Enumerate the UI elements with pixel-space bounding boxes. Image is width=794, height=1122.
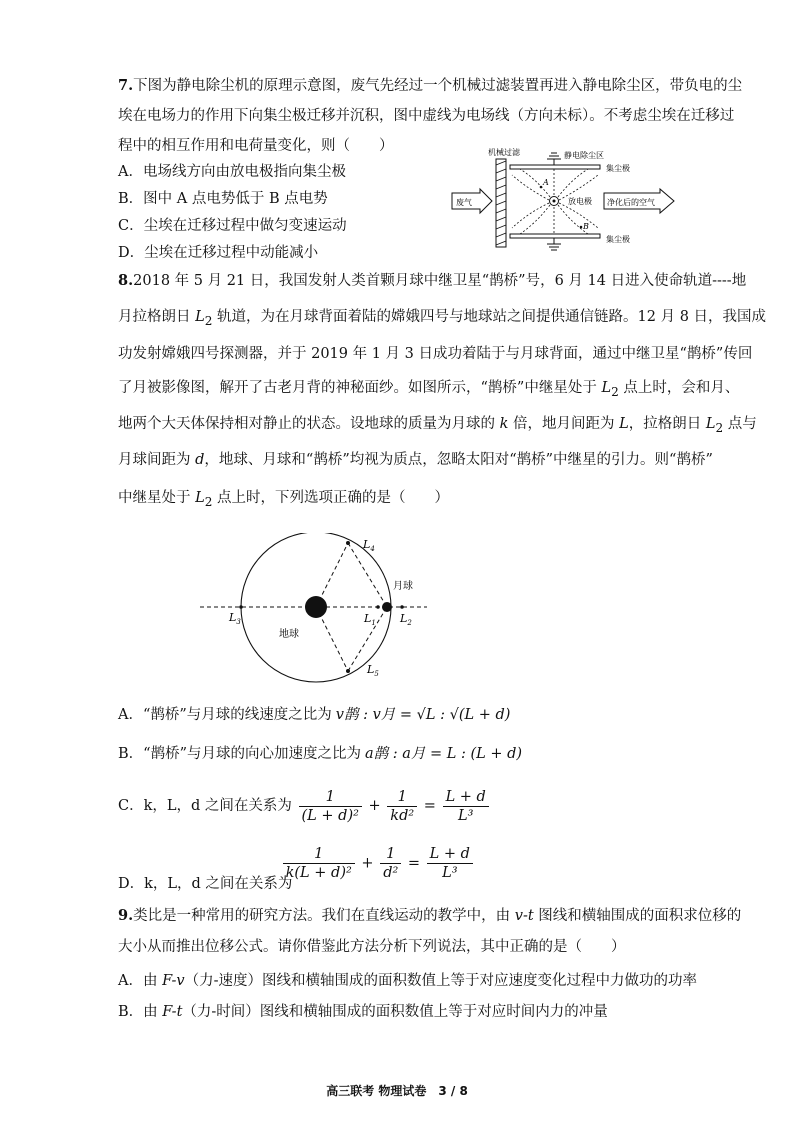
q8-option-b: B．“鹊桥”与月球的向心加速度之比为 a鹊 : a月 = L : (L + d): [118, 746, 523, 762]
zone-label: 静电除尘区: [564, 151, 604, 160]
q7-number: 7.: [118, 77, 134, 94]
label-L5: $L_5$: [367, 663, 379, 678]
q7-option-d: D．尘埃在迁移过程中动能减小: [118, 245, 319, 261]
q9-option-a: A．由 F-v（力-速度）图线和横轴围成的面积数值上等于对应速度变化过程中力做功的功率: [118, 973, 698, 989]
label-L4: $L_4$: [363, 538, 375, 553]
bottom-plate-label: 集尘极: [606, 235, 630, 244]
q7-option-c: C．尘埃在迁移过程中做匀变速运动: [118, 218, 347, 234]
page-footer: 高三联考 物理试卷 3 / 8: [326, 1084, 468, 1098]
q8d-frac-1: $\frac{1}{\text{k(L + d)²}}$: [283, 845, 355, 882]
q8-line-3: 功发射嫦娥四号探测器，并于 2019 年 1 月 3 日成功着陆于与月球背面，通过中继卫星“鹊桥”传回: [118, 346, 753, 362]
q8c-frac-3: $\frac{L + d}{\text{L³}}$: [443, 788, 489, 825]
moon-label: 月球: [393, 581, 413, 592]
q7-option-a: A．电场线方向由放电极指向集尘极: [118, 164, 346, 180]
q8-option-c: C．k，L，d 之间在关系为 $\frac{1}{\text{(L + d)²}}$ + $\frac{1}{\text{kd²}}$ = $\frac{L + d}{\text{L³}}$: [118, 786, 491, 826]
label-L2: $L_2$: [400, 612, 412, 627]
q9-line-2: 大小从而推出位移公式。请你借鉴此方法分析下列说法，其中正确的是（ ）: [118, 939, 626, 955]
precipitator-diagram: [450, 145, 680, 260]
q8-line-4: 了月被影像图，解开了古老月背的神秘面纱。如图所示，“鹊桥”中继星处于 $L_2$ 点上时，会和月、: [118, 380, 740, 399]
outlet-label: 净化后的空气: [607, 198, 655, 207]
top-plate-label: 集尘极: [606, 164, 630, 173]
q7-line-2: 埃在电场力的作用下向集尘极迁移并沉积，图中虚线为电场线（方向未标）。不考虑尘埃在迁移过: [118, 108, 735, 124]
q8c-frac-2: $\frac{1}{\text{kd²}}$: [387, 788, 417, 825]
q8-line-1: 8.2018 年 5 月 21 日，我国发射人类首颗月球中继卫星“鹊桥”号，6 月 14 日进入使命轨道----地: [118, 272, 747, 289]
bottom-collector-plate: [510, 234, 600, 238]
q8-option-a: A．“鹊桥”与月球的线速度之比为 v鹊 : v月 = √L : √(L + d): [118, 707, 511, 723]
point-a-label: A: [543, 178, 549, 187]
top-collector-plate: [510, 165, 600, 169]
q8c-frac-1: $\frac{1}{\text{(L + d)²}}$: [299, 788, 362, 825]
q9-line-1: 9.类比是一种常用的研究方法。我们在直线运动的教学中，由 v-t 图线和横轴围成的面积求位移的: [118, 907, 742, 924]
label-L3: $L_3$: [229, 611, 241, 626]
label-L1: $L_1$: [364, 612, 376, 627]
earth: [305, 596, 327, 618]
point-b-label: B: [583, 222, 589, 231]
filter-label: 机械过滤: [488, 148, 520, 157]
q8-option-d-formula: $\frac{1}{\text{k(L + d)²}}$ + $\frac{1}{\text{d²}}$ = $\frac{L + d}{\text{L³}}$: [118, 845, 475, 882]
q8-line-6: 月球间距为 d，地球、月球和“鹊桥”均视为质点，忽略太阳对“鹊桥”中继星的引力。则“鹊桥”: [118, 452, 713, 468]
q8-option-d: D．k，L，d 之间在关系为: [118, 876, 293, 892]
inlet-label: 废气: [456, 198, 472, 207]
q8-line-7: 中继星处于 $L_2$ 点上时，下列选项正确的是（ ）: [118, 490, 450, 509]
q8d-frac-3: $\frac{L + d}{\text{L³}}$: [427, 845, 473, 882]
q7-line-1: 7.下图为静电除尘机的原理示意图，废气先经过一个机械过滤装置再进入静电除尘区，带负电的尘: [118, 77, 743, 94]
electrode-label: 放电极: [568, 197, 592, 206]
lagrange-diagram: [195, 533, 430, 688]
q8d-frac-2: $\frac{1}{\text{d²}}$: [380, 845, 401, 882]
q7-line-3: 程中的相互作用和电荷量变化，则（ ）: [118, 138, 394, 154]
earth-label: 地球: [279, 629, 299, 640]
q9-number: 9.: [118, 907, 134, 924]
moon: [382, 602, 392, 612]
q8-number: 8.: [118, 272, 134, 289]
q9-option-b: B．由 F-t（力-时间）图线和横轴围成的面积数值上等于对应时间内力的冲量: [118, 1004, 608, 1020]
q8-line-5: 地两个大天体保持相对静止的状态。设地球的质量为月球的 k 倍，地月间距为 L，拉格朗日 $L_2$ 点与: [118, 416, 757, 435]
q8-line-2: 月拉格朗日 $L_2$ 轨道，为在月球背面着陆的嫦娥四号与地球站之间提供通信链路。12 月 8 日，我国成: [118, 309, 767, 328]
q7-option-b: B．图中 A 点电势低于 B 点电势: [118, 191, 328, 207]
